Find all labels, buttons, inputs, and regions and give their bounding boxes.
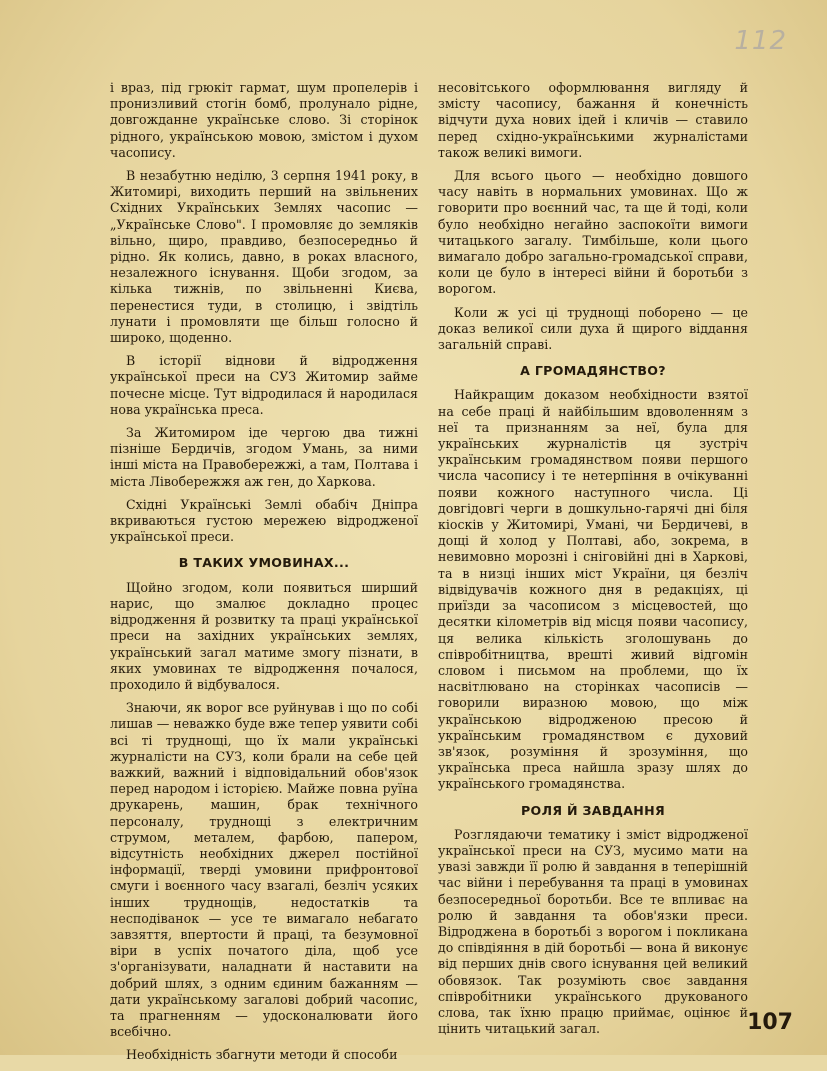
section-heading: А ГРОМАДЯНСТВО?	[520, 363, 666, 379]
paragraph: Розглядаючи тематику і зміст відродженої української преси на СУЗ, мусимо мати на увазі завжди її ролю й завдання в теперішній час війни і перебування та праці в умовинах безпосередньої боротьби. Все те впливає на ролю й завдання та обов'язки преси. Відроджена в боротьбі з ворогом і покликана до співдіяння в дій боротьбі — вона й виконує від перших днів свого існування цей великий обовязок. Так розуміють своє завдання співробітники українського друкованого слова, так їхню працю приймає, оцінює й цінить читацький загал.	[438, 826, 748, 1037]
paragraph: За Житомиром іде чергою два тижні пізніше Бердичів, згодом Умань, за ними інші міста на Правобережжі, а там, Полтава і міста Лівобережжя аж ген, до Харкова.	[110, 425, 418, 489]
page-number: 107	[747, 1010, 793, 1035]
paragraph: Східні Українські Землі обабіч Дніпра вкриваються густою мережею відродженої української преси.	[110, 496, 418, 545]
right-column	[438, 80, 748, 1044]
paragraph: Знаючи, як ворог все руйнував і що по собі лишав — неважко буде вже тепер уявити собі всі ті труднощі, що їх мали українські журналісти на СУЗ, коли брали на себе цей важкий, важний і відповідальний обов'язок перед народом і історією. Майже повна руїна друкарень, машин, брак технічного персоналу, труднощі з електричним струмом, металем, фарбою, папером, відсутність необхідних джерел постійної інформації, тверді умовини прифронтової смуги і воєнного часу взагалі, безліч усяких інших труднощів, недостатків та несподіванок — усе те вимагало небагато завзяття, впертости й праці, та безумовної віри в успіх початого діла, щоб усе з'організувати, наладнати й наставити на добрий шлях, з одним єдиним бажанням — дати українському загалові добрий часопис, та прагненням — удосконалювати його всебічно.	[110, 700, 418, 1040]
section-heading: РОЛЯ Й ЗАВДАННЯ	[521, 802, 665, 818]
paragraph: Коли ж усі ці труднощі поборено — це доказ великої сили духа й щирого віддання загальній справі.	[438, 304, 748, 353]
left-column	[110, 80, 418, 1071]
handwritten-page-note: 112	[734, 26, 787, 56]
paragraph: несовітського оформлювання вигляду й змісту часопису, бажання й конечність відчути духа нових ідей і кличів — ставило перед східно-українськими журналістами також великі вимоги.	[438, 80, 748, 160]
paragraph: Щойно згодом, коли появиться ширший нарис, що змалює докладно процес відродження й розвитку та праці української преси на західних українських землях, український загал матиме змогу пізнати, в яких умовинах те відродження почалося, проходило й відбувалося.	[110, 579, 418, 692]
paragraph: Найкращим доказом необхідности взятої на себе праці й найбільшим вдоволенням з неї та признанням за неї, була для українських журналістів ця зустріч українським громадянством появи першого числа часопису і те нетерпіння в очікуванні появи кожного наступного числа. Ці довгідовгі черги в дошкульно-гарячі дні біля кіосків у Житомирі, Умані, чи Бердичеві, в дощі й холод у Полтаві, або, зокрема, в невимовно морозні і сніговійні дні в Харкові, та в низці інших міст України, ця безліч відвідувачів кожного дня в редакціях, ці приїзди за часописом з місцевостей, що десятки кілометрів від місця появи часопису, ця велика кількість зголошувань до співробітництва, врешті живий відгомін словом і письмом на проблеми, що їх насвітлювано на сторінках часописів — говорили виразною мовою, що між українською відродженою пресою й українським громадянством є духовий зв'язок, розуміння й зрозуміння, що українська преса найшла зразу шлях до українського громадянства.	[438, 387, 748, 792]
paragraph: В незабутню неділю, 3 серпня 1941 року, в Житомирі, виходить перший на звільнених Східних Українських Землях часопис — „Українське Слово". І промовляє до земляків вільно, щиро, правдиво, безпосередньо й рідно. Як колись, давно, в роках власного, незалежного існування. Щоби згодом, за кілька тижнів, по звільненні Києва, перенестися туди, в столицю, і звідтіль лунати і промовляти ще більш голосно й широко, щоденно.	[110, 168, 418, 346]
section-heading: В ТАКИХ УМОВИНАХ...	[178, 555, 350, 571]
paragraph: і враз, під грюкіт гармат, шум пропелерів і пронизливий стогін бомб, пролунало рідне, довгожданне українське слово. Зі сторінок рідного, українською мовою, змістом і духом часопису.	[110, 80, 418, 160]
paragraph: Для всього цього — необхідно довшого часу навіть в нормальних умовинах. Що ж говорити про воєнний час, та ще й тоді, коли було необхідно негайно заспокоїти вимоги читацького загалу. Тимбільше, коли цього вимагало добро загально-громадської справи, коли це було в інтересі війни й боротьби з ворогом.	[438, 168, 748, 297]
paragraph: В історії віднови й відродження української преси на СУЗ Житомир займе почесне місце. Тут відродилася й народилася нова українська преса.	[110, 353, 418, 417]
paragraph: Необхідність збагнути методи й способи	[126, 1047, 398, 1063]
